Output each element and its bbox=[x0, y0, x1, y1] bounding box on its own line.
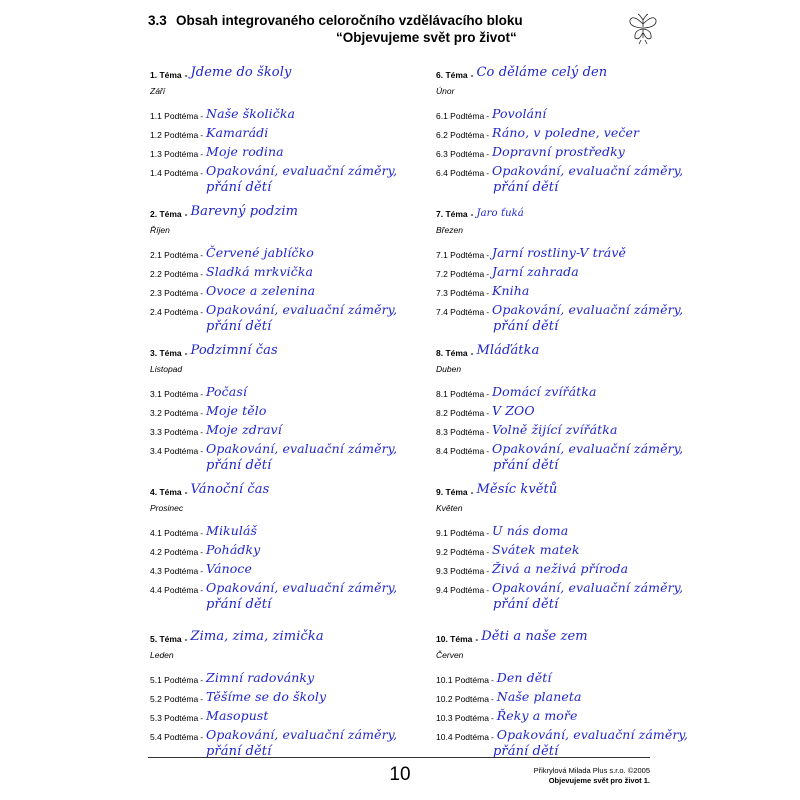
subtopic-separator: - bbox=[486, 269, 490, 279]
subtopic-text: Moje rodina bbox=[206, 144, 284, 159]
subtopic-row bbox=[150, 538, 470, 557]
book-title-line: Objevujeme svět pro život 1. bbox=[548, 776, 650, 785]
subtopic-label: 3.2 Podtéma bbox=[150, 408, 199, 418]
subtopic-label: 10.2 Podtéma bbox=[436, 694, 489, 704]
subtopic-separator: - bbox=[486, 585, 490, 595]
section-title: Obsah integrovaného celoročního vzdělávacího bloku bbox=[176, 13, 523, 28]
subtopic-separator: - bbox=[200, 168, 204, 178]
subtopic-text: Opakování, evaluační záměry, bbox=[492, 441, 684, 456]
theme-label: 6. Téma bbox=[436, 70, 468, 80]
subtopic-label: 1.1 Podtéma bbox=[150, 111, 199, 121]
subtopic-row bbox=[436, 140, 756, 159]
subtopic-row bbox=[436, 159, 756, 178]
subtopic-separator: - bbox=[486, 149, 490, 159]
theme-separator: - bbox=[184, 487, 188, 497]
subtopic-separator: - bbox=[486, 130, 490, 140]
subtopic-separator: - bbox=[200, 288, 204, 298]
subtopic-label: 7.3 Podtéma bbox=[436, 288, 485, 298]
subtopic-separator: - bbox=[200, 130, 204, 140]
subtopic-row bbox=[150, 437, 470, 456]
theme-heading bbox=[436, 340, 756, 358]
theme-block bbox=[150, 626, 473, 759]
subtopic-separator: - bbox=[486, 389, 490, 399]
month-label: Březen bbox=[436, 225, 463, 235]
theme-label: 3. Téma bbox=[150, 348, 182, 358]
theme-block bbox=[150, 62, 470, 195]
subtopic-label: 3.1 Podtéma bbox=[150, 389, 199, 399]
theme-label: 5. Téma bbox=[150, 634, 182, 644]
subtopic-label: 1.2 Podtéma bbox=[150, 130, 199, 140]
month-label: Leden bbox=[150, 650, 174, 660]
subtopic-text: Jarní rostliny-V trávě bbox=[492, 245, 626, 260]
theme-heading bbox=[436, 626, 756, 644]
subtopic-label: 2.2 Podtéma bbox=[150, 269, 199, 279]
theme-label: 2. Téma bbox=[150, 209, 182, 219]
subtopic-separator: - bbox=[490, 694, 494, 704]
subtopic-label: 6.2 Podtéma bbox=[436, 130, 485, 140]
theme-heading bbox=[436, 62, 756, 80]
subtopic-text: Mikuláš bbox=[206, 523, 258, 538]
subtopic-separator: - bbox=[200, 713, 204, 723]
subtopic-separator: - bbox=[200, 149, 204, 159]
subtopic-continuation bbox=[436, 456, 756, 473]
subtopic-label: 7.4 Podtéma bbox=[436, 307, 485, 317]
subtopic-separator: - bbox=[200, 675, 204, 685]
subtopic-text: Sladká mrkvička bbox=[206, 264, 314, 279]
month-label: Duben bbox=[436, 364, 462, 374]
subtopic-label: 2.4 Podtéma bbox=[150, 307, 199, 317]
subtopic-text: Opakování, evaluační záměry, bbox=[206, 580, 398, 595]
subtopic-text: Volně žijící zvířátka bbox=[492, 422, 618, 437]
subtopic-continuation-text: přání dětí bbox=[206, 458, 272, 473]
subtopic-row bbox=[436, 399, 756, 418]
subtopic-label: 4.4 Podtéma bbox=[150, 585, 199, 595]
subtopic-continuation bbox=[436, 178, 756, 195]
subtopic-row bbox=[436, 241, 756, 260]
subtopic-label: 3.4 Podtéma bbox=[150, 446, 199, 456]
subtopic-text: Opakování, evaluační záměry, bbox=[206, 302, 398, 317]
page-header bbox=[148, 12, 648, 46]
subtopic-row bbox=[150, 723, 470, 742]
theme-title: Děti a naše zem bbox=[481, 629, 588, 644]
subtopic-label: 8.2 Podtéma bbox=[436, 408, 485, 418]
subtopic-label: 10.1 Podtéma bbox=[436, 675, 489, 685]
subtopic-row bbox=[436, 260, 756, 279]
subtopic-row bbox=[436, 685, 756, 704]
subtopic-text: Kamarádi bbox=[206, 125, 269, 140]
subtopic-label: 1.4 Podtéma bbox=[150, 168, 199, 178]
subtopic-continuation-text: přání dětí bbox=[493, 319, 559, 334]
subtopic-row bbox=[150, 418, 470, 437]
subtopic-label: 9.2 Podtéma bbox=[436, 547, 485, 557]
subtopic-separator: - bbox=[200, 446, 204, 456]
subtopic-text: Opakování, evaluační záměry, bbox=[492, 302, 684, 317]
subtopic-text: Svátek matek bbox=[492, 542, 580, 557]
subtopic-separator: - bbox=[200, 307, 204, 317]
subtopic-separator: - bbox=[486, 427, 490, 437]
theme-block bbox=[436, 340, 756, 473]
theme-label: 8. Téma bbox=[436, 348, 468, 358]
subtopic-row bbox=[150, 685, 470, 704]
subtopic-label: 10.3 Podtéma bbox=[436, 713, 489, 723]
subtopic-separator: - bbox=[486, 250, 490, 260]
month-label: Listopad bbox=[150, 364, 183, 374]
subtopic-text: Řeky a moře bbox=[496, 708, 578, 723]
subtopic-label: 7.2 Podtéma bbox=[436, 269, 485, 279]
subtopic-continuation-text: přání dětí bbox=[206, 744, 272, 759]
subtopic-label: 4.3 Podtéma bbox=[150, 566, 199, 576]
subtopic-continuation-text: přání dětí bbox=[493, 458, 559, 473]
subtopic-separator: - bbox=[200, 111, 204, 121]
subtopic-row bbox=[150, 140, 470, 159]
subtopic-row bbox=[436, 519, 756, 538]
subtopic-label: 8.4 Podtéma bbox=[436, 446, 485, 456]
subtopic-label: 5.3 Podtéma bbox=[150, 713, 199, 723]
subtopic-separator: - bbox=[200, 269, 204, 279]
section-number: 3.3 bbox=[148, 13, 167, 28]
subtopic-text: Naše planeta bbox=[496, 689, 582, 704]
subtopic-row bbox=[436, 704, 756, 723]
subtopic-separator: - bbox=[490, 713, 494, 723]
subtopic-label: 9.4 Podtéma bbox=[436, 585, 485, 595]
subtopic-text: Povolání bbox=[492, 106, 547, 121]
subtopic-continuation-text: přání dětí bbox=[206, 597, 272, 612]
subtopic-separator: - bbox=[200, 408, 204, 418]
subtopic-continuation bbox=[150, 317, 470, 334]
theme-title: Mláďátka bbox=[476, 343, 540, 358]
subtopic-row bbox=[436, 557, 756, 576]
subtopic-row bbox=[436, 723, 756, 742]
subtopic-label: 5.4 Podtéma bbox=[150, 732, 199, 742]
subtopic-separator: - bbox=[200, 694, 204, 704]
subtopic-text: V ZOO bbox=[492, 403, 535, 418]
theme-separator: - bbox=[470, 348, 474, 358]
subtopic-label: 6.1 Podtéma bbox=[436, 111, 485, 121]
theme-heading bbox=[436, 479, 756, 497]
subtopic-text: Opakování, evaluační záměry, bbox=[492, 580, 684, 595]
subtopic-text: Den dětí bbox=[496, 670, 552, 685]
theme-heading bbox=[150, 62, 470, 80]
theme-label: 4. Téma bbox=[150, 487, 182, 497]
subtopic-text: Vánoce bbox=[206, 561, 252, 576]
footer-credits bbox=[500, 766, 650, 786]
subtopic-continuation-text: přání dětí bbox=[493, 744, 559, 759]
subtopic-continuation bbox=[150, 456, 470, 473]
theme-separator: - bbox=[470, 70, 474, 80]
theme-separator: - bbox=[470, 487, 474, 497]
theme-block bbox=[436, 201, 756, 334]
theme-separator: - bbox=[184, 70, 188, 80]
subtopic-label: 2.3 Podtéma bbox=[150, 288, 199, 298]
subtopic-label: 7.1 Podtéma bbox=[436, 250, 485, 260]
theme-block bbox=[436, 479, 756, 612]
theme-title: Jaro ťuká bbox=[476, 208, 524, 219]
theme-title: Barevný podzim bbox=[190, 204, 299, 219]
theme-title: Zima, zima, zimička bbox=[190, 629, 324, 644]
subtopic-text: Opakování, evaluační záměry, bbox=[206, 441, 398, 456]
page-number: 10 bbox=[389, 764, 411, 785]
subtopic-row bbox=[150, 279, 470, 298]
theme-label: 9. Téma bbox=[436, 487, 468, 497]
subtopic-row bbox=[150, 260, 470, 279]
subtopic-separator: - bbox=[486, 307, 490, 317]
theme-heading bbox=[150, 479, 470, 497]
subtopic-row bbox=[436, 121, 756, 140]
subtopic-continuation bbox=[150, 595, 470, 612]
theme-separator: - bbox=[475, 634, 479, 644]
subtopic-separator: - bbox=[490, 732, 494, 742]
subtopic-label: 1.3 Podtéma bbox=[150, 149, 199, 159]
month-label: Květen bbox=[436, 503, 463, 513]
subtopic-separator: - bbox=[490, 675, 494, 685]
subtopic-text: Moje tělo bbox=[206, 403, 267, 418]
theme-block bbox=[150, 479, 470, 612]
subtopic-label: 3.3 Podtéma bbox=[150, 427, 199, 437]
subtopic-separator: - bbox=[200, 566, 204, 576]
subtopic-label: 9.1 Podtéma bbox=[436, 528, 485, 538]
subtopic-row bbox=[436, 666, 756, 685]
subtopic-separator: - bbox=[200, 250, 204, 260]
subtopic-continuation bbox=[436, 317, 756, 334]
theme-title: Podzimní čas bbox=[190, 343, 278, 358]
theme-label: 10. Téma bbox=[436, 634, 473, 644]
month-label: Prosinec bbox=[150, 503, 184, 513]
subtopic-text: Jarní zahrada bbox=[492, 264, 579, 279]
subtopic-continuation bbox=[150, 178, 470, 195]
subtopic-text: Červené jablíčko bbox=[206, 245, 314, 260]
subtopic-row bbox=[150, 519, 470, 538]
subtopic-row bbox=[150, 102, 470, 121]
theme-block bbox=[150, 340, 470, 473]
theme-separator: - bbox=[184, 634, 188, 644]
subtopic-separator: - bbox=[200, 528, 204, 538]
subtopic-row bbox=[436, 298, 756, 317]
subtopic-continuation bbox=[436, 595, 756, 612]
subtopic-separator: - bbox=[200, 547, 204, 557]
subtopic-text: Moje zdraví bbox=[206, 422, 282, 437]
subtopic-row bbox=[150, 121, 470, 140]
subtopic-row bbox=[436, 418, 756, 437]
section-heading bbox=[148, 12, 648, 29]
theme-block bbox=[150, 201, 470, 334]
subtopic-text: Počasí bbox=[206, 384, 247, 399]
subtopic-text: Naše školička bbox=[206, 106, 296, 121]
subtopic-text: Opakování, evaluační záměry, bbox=[206, 727, 398, 742]
subtopic-label: 4.1 Podtéma bbox=[150, 528, 199, 538]
subtopic-row bbox=[436, 538, 756, 557]
subtopic-separator: - bbox=[486, 528, 490, 538]
subtopic-row bbox=[150, 576, 470, 595]
subtopic-continuation-text: přání dětí bbox=[493, 180, 559, 195]
subtopic-separator: - bbox=[486, 111, 490, 121]
theme-heading bbox=[150, 201, 470, 219]
theme-heading bbox=[150, 340, 470, 358]
section-subtitle: “Objevujeme svět pro život“ bbox=[336, 30, 517, 45]
subtopic-row bbox=[436, 102, 756, 121]
month-label: Září bbox=[150, 86, 166, 96]
subtopic-separator: - bbox=[486, 408, 490, 418]
theme-title: Měsíc květů bbox=[476, 482, 558, 497]
subtopic-text: Opakování, evaluační záměry, bbox=[206, 163, 398, 178]
butterfly-icon bbox=[626, 12, 660, 46]
subtopic-row bbox=[150, 298, 470, 317]
theme-label: 1. Téma bbox=[150, 70, 182, 80]
subtopic-label: 9.3 Podtéma bbox=[436, 566, 485, 576]
theme-separator: - bbox=[184, 209, 188, 219]
month-label: Únor bbox=[436, 86, 455, 96]
subtopic-separator: - bbox=[486, 446, 490, 456]
subtopic-label: 6.3 Podtéma bbox=[436, 149, 485, 159]
theme-block bbox=[436, 626, 756, 759]
theme-separator: - bbox=[470, 209, 474, 219]
subtopic-text: U nás doma bbox=[492, 523, 569, 538]
subtopic-text: Těšíme se do školy bbox=[206, 689, 327, 704]
subtopic-continuation-text: přání dětí bbox=[493, 597, 559, 612]
subtopic-label: 2.1 Podtéma bbox=[150, 250, 199, 260]
subtopic-continuation-text: přání dětí bbox=[206, 180, 272, 195]
theme-separator: - bbox=[184, 348, 188, 358]
subtopic-row bbox=[436, 279, 756, 298]
subtopic-text: Pohádky bbox=[206, 542, 261, 557]
subtopic-separator: - bbox=[486, 168, 490, 178]
theme-label: 7. Téma bbox=[436, 209, 468, 219]
subtopic-label: 8.3 Podtéma bbox=[436, 427, 485, 437]
subtopic-separator: - bbox=[486, 288, 490, 298]
subtopic-separator: - bbox=[200, 732, 204, 742]
subtopic-label: 8.1 Podtéma bbox=[436, 389, 485, 399]
theme-heading bbox=[436, 201, 756, 219]
subtopic-text: Ráno, v poledne, večer bbox=[492, 125, 640, 140]
subtopic-text: Dopravní prostředky bbox=[492, 144, 625, 159]
subtopic-row bbox=[150, 241, 470, 260]
subtopic-label: 6.4 Podtéma bbox=[436, 168, 485, 178]
subtopic-row bbox=[150, 666, 470, 685]
subtopic-label: 5.2 Podtéma bbox=[150, 694, 199, 704]
theme-heading bbox=[150, 626, 473, 644]
subtopic-continuation-text: přání dětí bbox=[206, 319, 272, 334]
publisher-line: Přikrylová Milada Plus s.r.o. ©2005 bbox=[533, 766, 650, 775]
subtopic-row bbox=[436, 576, 756, 595]
subtopic-separator: - bbox=[486, 547, 490, 557]
footer-divider bbox=[148, 757, 650, 758]
theme-block bbox=[436, 62, 756, 195]
subtopic-separator: - bbox=[200, 389, 204, 399]
subtopic-row bbox=[436, 437, 756, 456]
theme-title: Co děláme celý den bbox=[476, 65, 608, 80]
subtopic-label: 5.1 Podtéma bbox=[150, 675, 199, 685]
subtopic-text: Domácí zvířátka bbox=[492, 384, 597, 399]
subtopic-text: Masopust bbox=[206, 708, 269, 723]
subtopic-row bbox=[436, 380, 756, 399]
subtopic-row bbox=[150, 380, 470, 399]
theme-title: Vánoční čas bbox=[190, 482, 270, 497]
subtopic-text: Ovoce a zelenina bbox=[206, 283, 316, 298]
subtopic-text: Opakování, evaluační záměry, bbox=[496, 727, 688, 742]
subtopic-row bbox=[150, 557, 470, 576]
subtopic-text: Zimní radovánky bbox=[206, 670, 315, 685]
subtopic-separator: - bbox=[486, 566, 490, 576]
subtopic-row bbox=[150, 399, 470, 418]
subtopic-row bbox=[150, 159, 470, 178]
subtopic-text: Kniha bbox=[492, 283, 530, 298]
subtopic-row bbox=[150, 704, 470, 723]
subtopic-text: Opakování, evaluační záměry, bbox=[492, 163, 684, 178]
subtopic-text: Živá a neživá příroda bbox=[492, 561, 629, 576]
month-label: Říjen bbox=[150, 225, 170, 235]
subtopic-label: 4.2 Podtéma bbox=[150, 547, 199, 557]
theme-title: Jdeme do školy bbox=[190, 65, 292, 80]
month-label: Červen bbox=[436, 650, 464, 660]
subtopic-separator: - bbox=[200, 427, 204, 437]
subtopic-label: 10.4 Podtéma bbox=[436, 732, 489, 742]
subtopic-separator: - bbox=[200, 585, 204, 595]
